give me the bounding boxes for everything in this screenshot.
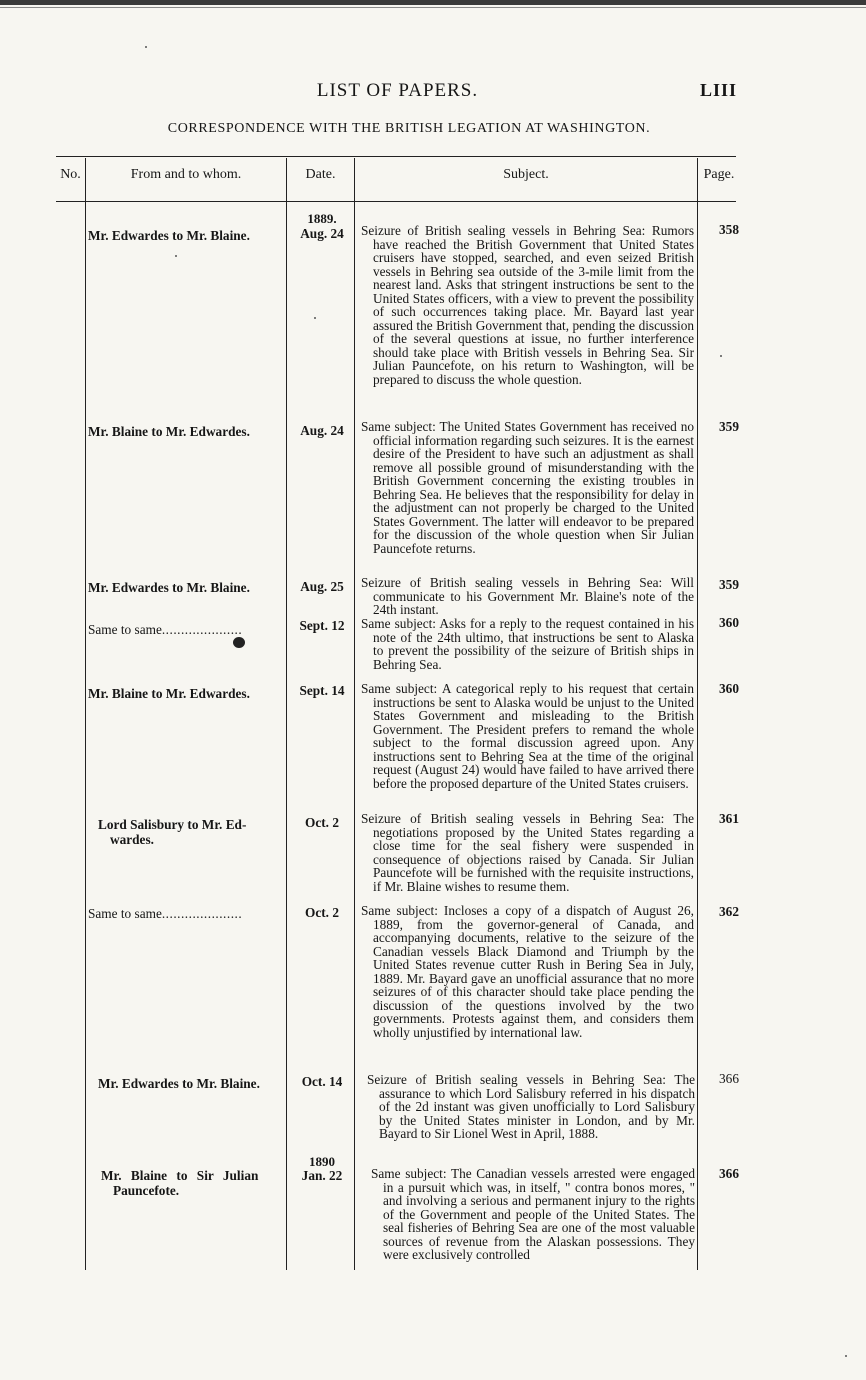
entry-from [88, 580, 284, 595]
ink-speck [145, 46, 147, 48]
entry-from-text: Mr. Blaine to Mr. Edwardes. [88, 424, 250, 439]
entry-subject: Seizure of British sealing vessels in Behring Sea: The negotiations proposed by the United States regarding a close time for the seal fishery were suspended in consequence of objections raised by Canada. Sir Julian Pauncefote will be furnished with the requisite instructions, if Mr. Blaine wishes to resume them. [361, 811, 694, 894]
entry-from-line: wardes. [110, 832, 154, 847]
column-divider-date [354, 158, 355, 1270]
column-header-from: From and to whom. [130, 167, 242, 182]
entry-from [88, 424, 284, 439]
entry-subject: Seizure of British sealing vessels in Behring Sea: The assurance to which Lord Salisbury referred in his dispatch of the 2d instant was given unofficially to Lord Salisbury by the United States minister in London, and by Mr. Bayard to Sir Lionel West in April, 1888. [367, 1072, 695, 1141]
table-header-rule [56, 201, 736, 202]
leader-dots: ..................... [161, 622, 243, 637]
entry-page: 360 [719, 615, 739, 630]
page-header-title: LIST OF PAPERS. [316, 80, 479, 101]
entry-from-text: Mr. Edwardes to Mr. Blaine. [88, 580, 250, 595]
column-header-date: Date. [305, 167, 336, 182]
page-number: LIII [700, 80, 738, 100]
entry-page: 362 [719, 904, 739, 919]
entry-from [88, 906, 284, 921]
scan-top-edge [0, 0, 866, 5]
ink-speck [720, 355, 722, 357]
entry-date: Sept. 12 [299, 618, 345, 633]
entry-date: Aug. 25 [300, 579, 344, 594]
column-header-page: Page. [703, 167, 735, 182]
scan-top-rule [0, 7, 866, 8]
entry-from [88, 228, 284, 243]
entry-subject: Same subject: The Canadian vessels arrested were engaged in a pursuit which was, in itself, " contra bonos mores, " and involving a serious and permanent injury to the rights of the Government and people of the United States. The seal fisheries of Behring Sea are one of the most valuable sources of revenue from the Alaskan possessions. They were exclusively controlled [371, 1166, 695, 1262]
column-header-no: No. [60, 167, 81, 182]
entry-from-text: Same to same [88, 906, 162, 921]
entry-from-text: Mr. Edwardes to Mr. Blaine. [88, 228, 250, 243]
entry-subject: Seizure of British sealing vessels in Behring Sea: Rumors have reached the British Government that United States cruisers have stopped, searched, and even seized British vessels in Behring sea outside of the 3-mile limit from the nearest land. Asks that stringent instructions be sent to the United States officers, with a view to prevent the possibility of such occurrences taking place. Mr. Bayard last year assured the British Government that, pending the discussion of the several questions at issue, no further interference should take place with British vessels in Behring Sea. Sir Julian Pauncefote, on his return to Washington, will be prepared to discuss the whole question. [361, 223, 694, 387]
column-divider-subject [697, 158, 698, 1270]
column-header-subject: Subject. [503, 167, 549, 182]
entry-date: Aug. 24 [300, 423, 344, 438]
entry-from [98, 817, 294, 847]
entry-page: 359 [719, 577, 739, 592]
entry-from [98, 1076, 294, 1091]
entry-date: Oct. 2 [305, 815, 339, 830]
entry-subject: Same subject: Asks for a reply to the request contained in his note of the 24th ultimo, that instructions be sent to Alaska to prevent the possibility of the seizure of British ships in Behring Sea. [361, 616, 694, 672]
entry-year: 1889. [307, 211, 337, 226]
column-divider-no [85, 158, 86, 1270]
entry-year: 1890 [309, 1154, 335, 1169]
entry-date: Oct. 2 [305, 905, 339, 920]
leader-dots: ..................... [161, 906, 243, 921]
column-divider-from [286, 158, 287, 1270]
entry-from-line: Mr. Blaine to Sir Julian [101, 1168, 259, 1183]
table-top-rule [56, 156, 736, 157]
entry-from-line: Pauncefote. [113, 1183, 180, 1198]
entry-from-line: Lord Salisbury to Mr. Ed- [98, 817, 247, 832]
entry-date: Aug. 24 [300, 226, 344, 241]
ink-speck [314, 317, 316, 319]
entry-from [88, 686, 284, 701]
ink-speck [175, 255, 177, 257]
entry-subject: Seizure of British sealing vessels in Behring Sea: Will communicate to his Government Mr. Blaine's note of the 24th instant. [361, 575, 694, 617]
entry-from [88, 622, 284, 637]
entry-date: Sept. 14 [299, 683, 345, 698]
entry-date: Oct. 14 [301, 1074, 343, 1089]
entry-page: 361 [719, 811, 739, 826]
entry-date: Jan. 22 [301, 1168, 343, 1183]
entry-from-text: Mr. Edwardes to Mr. Blaine. [98, 1076, 260, 1091]
entry-subject: Same subject: Incloses a copy of a dispatch of August 26, 1889, from the governor-general of Canada, and accompanying documents, relative to the seizure of the Canadian vessels Black Diamond and Triumph by the United States revenue cutter Rush in Bering Sea in July, 1889. Mr. Bayard gave an unofficial assurance that no more seizures of of this character should take place pending the discussion of the questions involved by the two governments. Protests against them, and considers them wholly unjustified by international law. [361, 903, 694, 1040]
section-title: CORRESPONDENCE WITH THE BRITISH LEGATION AT WASHINGTON. [167, 121, 651, 136]
entry-from-text: Mr. Blaine to Mr. Edwardes. [88, 686, 250, 701]
entry-from-text: Same to same [88, 622, 162, 637]
entry-page: 359 [719, 419, 739, 434]
ink-speck [845, 1355, 847, 1357]
entry-subject: Same subject: The United States Government has received no official information regarding such seizures. It is the earnest desire of the President to have such an adjustment as shall remove all possible ground of misunderstanding with the British Government concerning the existing troubles in Behring Sea. He believes that the responsibility for delay in the adjustment can not properly be charged to the United States Government. The latter will endeavor to be prepared for the discussion of the whole question when Sir Julian Pauncefote returns. [361, 419, 694, 556]
entry-page: 360 [719, 681, 739, 696]
entry-from [101, 1168, 297, 1198]
entry-page: 358 [719, 222, 739, 237]
ink-blot [233, 637, 245, 648]
entry-page: 366 [719, 1166, 739, 1181]
entry-page: 366 [719, 1071, 739, 1086]
entry-subject: Same subject: A categorical reply to his request that certain instructions be sent to Alaska would be unjust to the United States Government and misleading to the British Government. The President prefers to remand the whole subject to the formal discussion agreed upon. Any instructions sent to Behring Sea at the time of the original request (August 24) would have failed to have arrived there before the proposed departure of the United States cruisers. [361, 681, 694, 791]
